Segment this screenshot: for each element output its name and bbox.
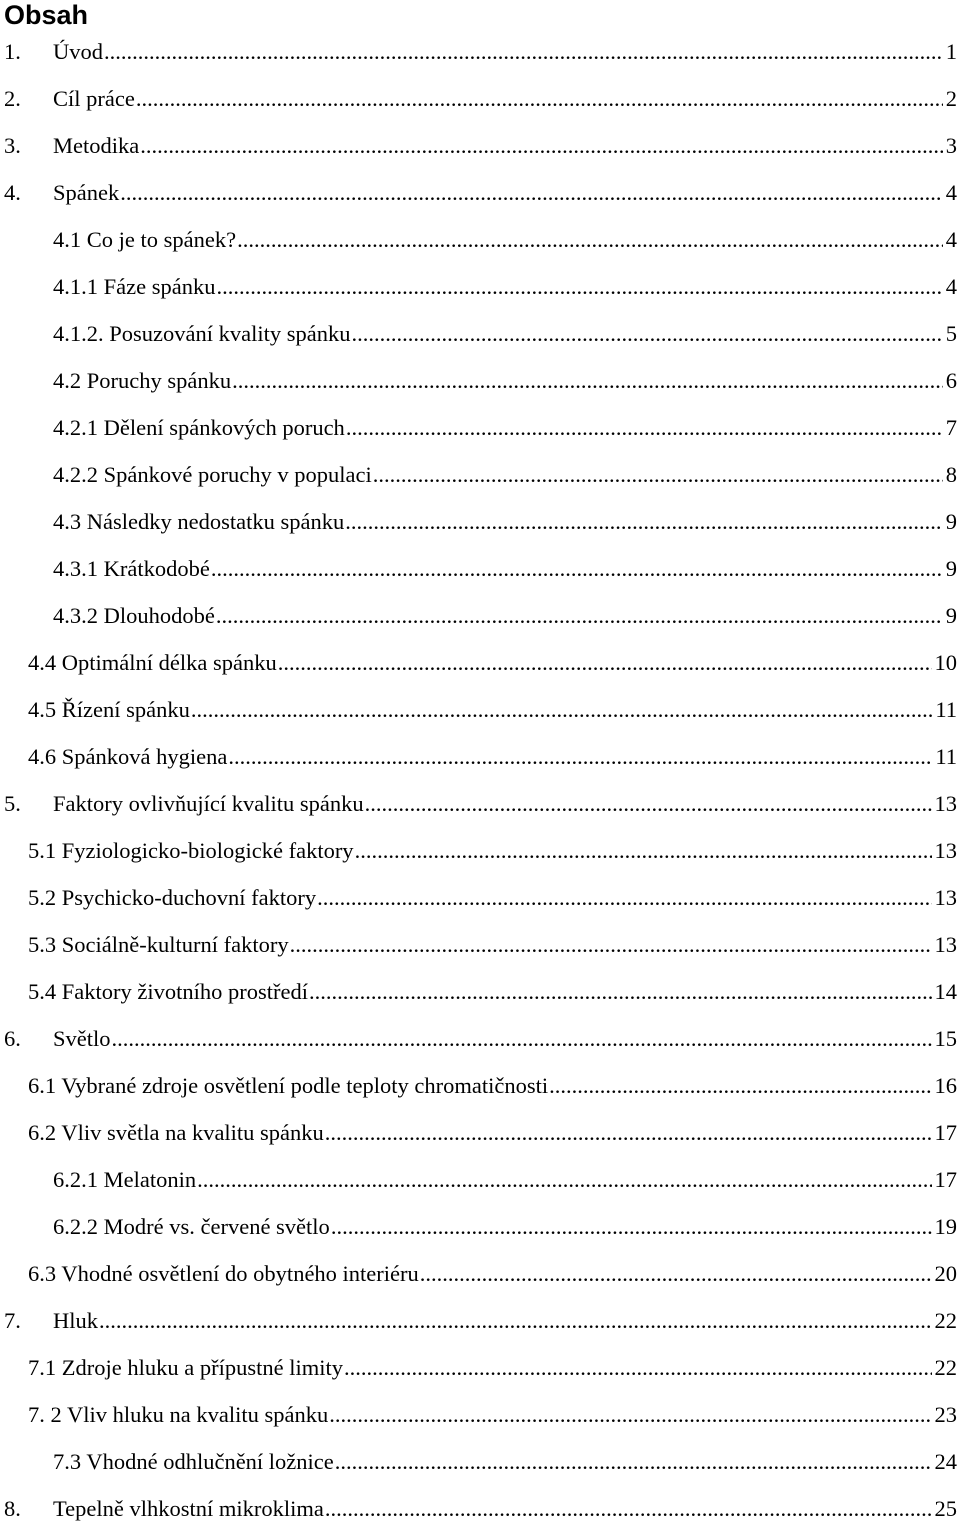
toc-entry-5[interactable] (4, 790, 960, 818)
toc-dot-leader (365, 790, 932, 818)
toc-entry-page: 6 (945, 368, 957, 393)
toc-entry-label: 4.1.1 Fáze spánku (53, 274, 216, 299)
toc-dot-leader (346, 414, 943, 442)
toc-entry-4-2-1[interactable] (53, 414, 960, 442)
toc-entry-page: 7 (945, 415, 957, 440)
toc-dot-leader (211, 555, 943, 583)
toc-dot-leader (420, 1260, 932, 1288)
toc-dot-leader (197, 1166, 931, 1194)
toc-entry-4-1-1[interactable] (53, 273, 960, 301)
toc-dot-leader (373, 461, 943, 489)
toc-entry-4-4[interactable] (28, 649, 960, 677)
toc-entry-label: 6.3 Vhodné osvětlení do obytného interiéru (28, 1261, 419, 1286)
toc-entry-label: 4.1.2. Posuzování kvality spánku (53, 321, 351, 346)
toc-dot-leader (99, 1307, 932, 1335)
toc-entry-page: 23 (934, 1402, 957, 1427)
toc-entry-label: 4.1 Co je to spánek? (53, 227, 237, 252)
toc-dot-leader (329, 1401, 931, 1429)
toc-entry-number: 1. (4, 39, 21, 64)
toc-entry-number: 2. (4, 86, 21, 111)
toc-entry-page: 10 (934, 650, 957, 675)
toc-entry-label: Metodika (53, 133, 140, 158)
toc-entry-label: 4.5 Řízení spánku (28, 697, 190, 722)
toc-entry-page: 11 (935, 744, 957, 769)
toc-entry-page: 14 (934, 979, 957, 1004)
toc-entry-2[interactable] (4, 85, 960, 113)
toc-dot-leader (228, 743, 932, 771)
toc-entry-6-2-2[interactable] (53, 1213, 960, 1241)
toc-entry-page: 16 (934, 1073, 957, 1098)
toc-entry-page: 8 (945, 462, 957, 487)
toc-entry-label: Faktory ovlivňující kvalitu spánku (53, 791, 364, 816)
toc-entry-page: 1 (945, 39, 957, 64)
toc-entry-4-2-2[interactable] (53, 461, 960, 489)
page-title: Obsah (4, 0, 89, 30)
toc-dot-leader (136, 85, 943, 113)
toc-entry-label: 6.2.2 Modré vs. červené světlo (53, 1214, 330, 1239)
toc-entry-page: 24 (934, 1449, 957, 1474)
toc-entry-6-2[interactable] (28, 1119, 960, 1147)
toc-dot-leader (344, 1354, 932, 1382)
toc-entry-page: 9 (945, 603, 957, 628)
toc-entry-label: 4.2 Poruchy spánku (53, 368, 232, 393)
toc-entry-7-3[interactable] (53, 1448, 960, 1476)
toc-entry-4-1[interactable] (53, 226, 960, 254)
toc-entry-5-4[interactable] (28, 978, 960, 1006)
toc-entry-label: 7.1 Zdroje hluku a přípustné limity (28, 1355, 343, 1380)
toc-entry-number: 5. (4, 791, 21, 816)
toc-entry-6-1[interactable] (28, 1072, 960, 1100)
toc-entry-number: 3. (4, 133, 21, 158)
toc-dot-leader (355, 837, 932, 865)
toc-entry-page: 9 (945, 509, 957, 534)
toc-entry-label: 5.4 Faktory životního prostředí (28, 979, 308, 1004)
toc-entry-5-1[interactable] (28, 837, 960, 865)
toc-entry-6[interactable] (4, 1025, 960, 1053)
toc-entry-page: 4 (945, 227, 957, 252)
toc-dot-leader (309, 978, 932, 1006)
toc-entry-page: 22 (934, 1355, 957, 1380)
toc-entry-page: 4 (945, 274, 957, 299)
toc-entry-label: 5.1 Fyziologicko-biologické faktory (28, 838, 354, 863)
toc-dot-leader (317, 884, 931, 912)
toc-entry-label: 6.2.1 Melatonin (53, 1167, 197, 1192)
toc-entry-label: Hluk (53, 1308, 98, 1333)
toc-entry-label: 6.2 Vliv světla na kvalitu spánku (28, 1120, 324, 1145)
toc-entry-page: 15 (934, 1026, 957, 1051)
toc-entry-page: 13 (934, 838, 957, 863)
toc-entry-5-3[interactable] (28, 931, 960, 959)
toc-entry-4-5[interactable] (28, 696, 960, 724)
toc-entry-page: 2 (945, 86, 957, 111)
toc-entry-label: Světlo (53, 1026, 111, 1051)
toc-entry-4-3-1[interactable] (53, 555, 960, 583)
toc-entry-page: 3 (945, 133, 957, 158)
toc-dot-leader (104, 38, 943, 66)
toc-entry-label: 6.1 Vybrané zdroje osvětlení podle teploty chromatičnosti (28, 1073, 549, 1098)
toc-entry-page: 25 (934, 1496, 957, 1521)
toc-entry-page: 22 (934, 1308, 957, 1333)
toc-entry-label: 4.3 Následky nedostatku spánku (53, 509, 345, 534)
toc-entry-7[interactable] (4, 1307, 960, 1335)
toc-dot-leader (112, 1025, 932, 1053)
toc-entry-5-2[interactable] (28, 884, 960, 912)
toc-entry-3[interactable] (4, 132, 960, 160)
toc-dot-leader (351, 320, 942, 348)
toc-dot-leader (325, 1495, 932, 1523)
toc-entry-label: Cíl práce (53, 86, 135, 111)
toc-entry-number: 6. (4, 1026, 21, 1051)
toc-dot-leader (345, 508, 943, 536)
toc-entry-label: 4.2.1 Dělení spánkových poruch (53, 415, 345, 440)
toc-entry-label: 4.6 Spánková hygiena (28, 744, 228, 769)
toc-entry-4-3-2[interactable] (53, 602, 960, 630)
toc-dot-leader (335, 1448, 932, 1476)
toc-entry-page: 13 (934, 791, 957, 816)
toc-entry-label: 4.2.2 Spánkové poruchy v populaci (53, 462, 372, 487)
toc-dot-leader (278, 649, 932, 677)
toc-entry-4-1-2[interactable] (53, 320, 960, 348)
toc-entry-4-3[interactable] (53, 508, 960, 536)
toc-dot-leader (120, 179, 943, 207)
toc-dot-leader (232, 367, 943, 395)
toc-entry-label: 5.3 Sociálně-kulturní faktory (28, 932, 289, 957)
toc-entry-4-2[interactable] (53, 367, 960, 395)
toc-entry-page: 19 (934, 1214, 957, 1239)
toc-entry-8[interactable] (4, 1495, 960, 1523)
toc-dot-leader (325, 1119, 932, 1147)
toc-entry-page: 13 (934, 885, 957, 910)
toc-dot-leader (290, 931, 932, 959)
toc-entry-label: 5.2 Psychicko-duchovní faktory (28, 885, 317, 910)
toc-dot-leader (140, 132, 943, 160)
toc-entry-label: Úvod (53, 39, 103, 64)
toc-dot-leader (237, 226, 943, 254)
toc-entry-number: 8. (4, 1496, 21, 1521)
toc-dot-leader (216, 273, 942, 301)
toc-entry-page: 4 (945, 180, 957, 205)
toc-entry-label: 7. 2 Vliv hluku na kvalitu spánku (28, 1402, 329, 1427)
toc-entry-page: 17 (934, 1167, 957, 1192)
toc-entry-page: 9 (945, 556, 957, 581)
toc-entry-label: 4.3.1 Krátkodobé (53, 556, 210, 581)
toc-entry-label: Tepelně vlhkostní mikroklima (53, 1496, 324, 1521)
toc-entry-number: 4. (4, 180, 21, 205)
toc-entry-page: 17 (934, 1120, 957, 1145)
toc-dot-leader (549, 1072, 931, 1100)
toc-entry-number: 7. (4, 1308, 21, 1333)
toc-entry-page: 13 (934, 932, 957, 957)
toc-dot-leader (331, 1213, 932, 1241)
toc-entry-label: 4.3.2 Dlouhodobé (53, 603, 215, 628)
toc-entry-page: 20 (934, 1261, 957, 1286)
toc-entry-label: Spánek (53, 180, 120, 205)
toc-entry-7-2[interactable] (28, 1401, 960, 1429)
toc-entry-6-2-1[interactable] (53, 1166, 960, 1194)
toc-entry-4[interactable] (4, 179, 960, 207)
toc-dot-leader (216, 602, 943, 630)
toc-entry-6-3[interactable] (28, 1260, 960, 1288)
toc-dot-leader (191, 696, 932, 724)
toc-entry-4-6[interactable] (28, 743, 960, 771)
toc-entry-label: 7.3 Vhodné odhlučnění ložnice (53, 1449, 334, 1474)
toc-entry-1[interactable] (4, 38, 960, 66)
toc-entry-page: 5 (945, 321, 957, 346)
toc-entry-7-1[interactable] (28, 1354, 960, 1382)
toc-entry-label: 4.4 Optimální délka spánku (28, 650, 277, 675)
toc-entry-page: 11 (935, 697, 957, 722)
